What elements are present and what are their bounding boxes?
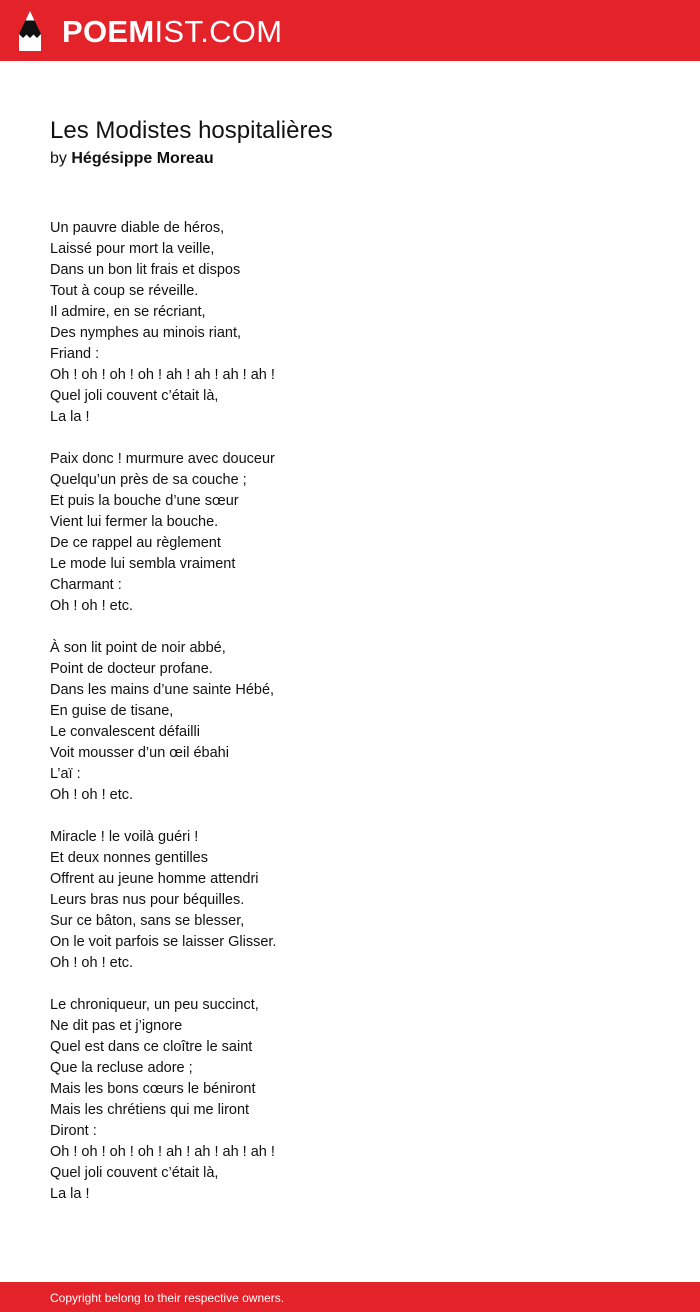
poem-line: La la !: [50, 409, 90, 425]
poem-byline: [50, 149, 214, 169]
poem-line: Dans les mains d’une sainte Hébé,: [50, 682, 275, 698]
poem-line: Oh ! oh ! etc.: [50, 955, 134, 971]
poem-line: Quel joli couvent c’était là,: [50, 388, 219, 404]
poem-line: Le mode lui sembla vraiment: [50, 556, 236, 572]
poem-line: La la !: [50, 1186, 90, 1202]
poem-stanza: [50, 995, 650, 1205]
poem-title: Les Modistes hospitalières: [50, 117, 333, 144]
poem-line: Voit mousser d’un œil ébahi: [50, 745, 229, 761]
poem-line: Ne dit pas et j’ignore: [50, 1018, 183, 1034]
brand-name-light: IST.COM: [154, 13, 283, 49]
poem-line: Paix donc ! murmure avec douceur: [50, 451, 275, 467]
poem-line: Oh ! oh ! etc.: [50, 787, 134, 803]
poem-line: Oh ! oh ! etc.: [50, 598, 134, 614]
poem-line: En guise de tisane,: [50, 703, 174, 719]
poem-line: Et deux nonnes gentilles: [50, 850, 208, 866]
poem-line: Oh ! oh ! oh ! oh ! ah ! ah ! ah ! ah !: [50, 1144, 275, 1160]
poem-line: Miracle ! le voilà guéri !: [50, 829, 199, 845]
poem-line: Il admire, en se récriant,: [50, 304, 206, 320]
poem-stanza: [50, 449, 650, 617]
poem-line: Quelqu’un près de sa couche ;: [50, 472, 247, 488]
poem-stanza: [50, 638, 650, 806]
poem-line: De ce rappel au règlement: [50, 535, 221, 551]
poem-line: Le chroniqueur, un peu succinct,: [50, 997, 259, 1013]
poem-line: Diront :: [50, 1123, 97, 1139]
poem-line: Mais les bons cœurs le béniront: [50, 1081, 256, 1097]
poem-line: Point de docteur profane.: [50, 661, 213, 677]
poem-stanza: [50, 218, 650, 428]
poem-line: Sur ce bâton, sans se blesser,: [50, 913, 245, 929]
poem-author: Hégésippe Moreau: [71, 150, 214, 167]
poem-line: Quel joli couvent c’était là,: [50, 1165, 219, 1181]
brand-name-strong: POEM: [62, 13, 155, 49]
poem-line: Des nymphes au minois riant,: [50, 325, 241, 341]
poem-line: Charmant :: [50, 577, 122, 593]
poem-line: Quel est dans ce cloître le saint: [50, 1039, 253, 1055]
poem-line: Leurs bras nus pour béquilles.: [50, 892, 245, 908]
brand-name: [62, 13, 283, 49]
poem-line: À son lit point de noir abbé,: [50, 640, 226, 656]
pencil-logo-icon: [18, 10, 42, 52]
site-header: [0, 0, 700, 61]
poem-line: L’aï :: [50, 766, 81, 782]
poem-line: Offrent au jeune homme attendri: [50, 871, 259, 887]
poem-line: Dans un bon lit frais et dispos: [50, 262, 241, 278]
by-label: by: [50, 150, 67, 167]
site-footer: [0, 1282, 700, 1312]
poem-line: On le voit parfois se laisser Glisser.: [50, 934, 277, 950]
poem-line: Tout à coup se réveille.: [50, 283, 199, 299]
copyright-notice: Copyright belong to their respective owners.: [50, 1291, 285, 1305]
poem-line: Que la recluse adore ;: [50, 1060, 193, 1076]
poem-body: [50, 218, 650, 1226]
poem-line: Friand :: [50, 346, 100, 362]
poem-stanza: [50, 827, 650, 974]
poem-line: Mais les chrétiens qui me liront: [50, 1102, 250, 1118]
poem-line: Vient lui fermer la bouche.: [50, 514, 219, 530]
poem-line: Et puis la bouche d’une sœur: [50, 493, 239, 509]
poem-line: Le convalescent défailli: [50, 724, 200, 740]
poem-line: Oh ! oh ! oh ! oh ! ah ! ah ! ah ! ah !: [50, 367, 275, 383]
home-logo-link[interactable]: [18, 9, 282, 53]
poem-line: Laissé pour mort la veille,: [50, 241, 215, 257]
poem-line: Un pauvre diable de héros,: [50, 220, 225, 236]
